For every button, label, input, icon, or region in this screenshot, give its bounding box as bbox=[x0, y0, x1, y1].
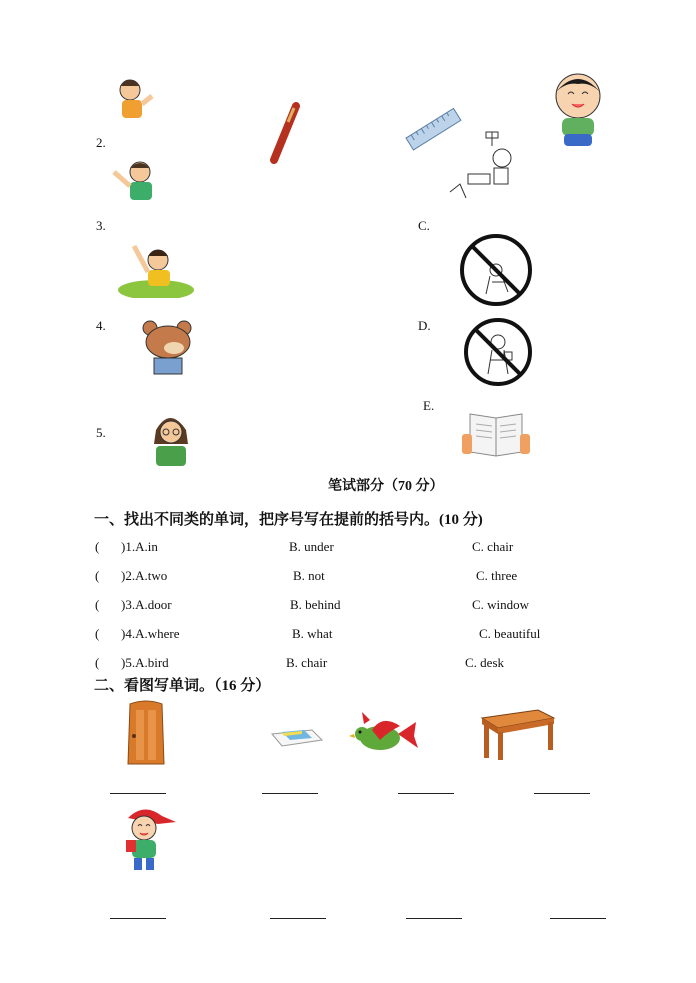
desk-picture bbox=[478, 708, 556, 767]
answer-blank[interactable] bbox=[110, 918, 166, 919]
answer-paren[interactable]: ( bbox=[95, 655, 100, 670]
no-climbing-sign-picture bbox=[456, 232, 536, 313]
answer-blank[interactable] bbox=[406, 918, 462, 919]
pen-picture bbox=[266, 102, 306, 169]
option-letter-d: D. bbox=[418, 318, 431, 333]
option-a: )2.A.two bbox=[121, 568, 168, 583]
item-number-3: 3. bbox=[96, 218, 106, 233]
question-row bbox=[0, 597, 696, 617]
bear-with-book-picture bbox=[134, 318, 206, 381]
answer-blank[interactable] bbox=[550, 918, 606, 919]
door-picture bbox=[124, 700, 168, 773]
option-c: C. beautiful bbox=[479, 626, 541, 641]
question-row bbox=[0, 568, 696, 588]
boy-with-cap-picture bbox=[118, 806, 178, 879]
boy-pointing-self-picture bbox=[112, 74, 156, 129]
no-eating-sign-picture bbox=[460, 316, 536, 393]
answer-paren[interactable]: ( bbox=[95, 597, 100, 612]
smiling-boy-picture bbox=[548, 70, 610, 157]
option-c: C. three bbox=[476, 568, 518, 583]
option-a: )4.A.where bbox=[121, 626, 180, 641]
open-book-picture bbox=[462, 406, 530, 465]
option-c: C. desk bbox=[465, 655, 504, 670]
answer-paren[interactable]: ( bbox=[95, 568, 100, 583]
option-c: C. chair bbox=[472, 539, 514, 554]
option-b: B. behind bbox=[290, 597, 341, 612]
answer-paren[interactable]: ( bbox=[95, 626, 100, 641]
question-row bbox=[0, 539, 696, 559]
item-number-4: 4. bbox=[96, 318, 106, 333]
boy-waving-picture bbox=[108, 158, 160, 209]
option-b: B. what bbox=[292, 626, 333, 641]
eraser-picture bbox=[268, 724, 324, 757]
option-b: B. under bbox=[289, 539, 334, 554]
answer-blank[interactable] bbox=[270, 918, 326, 919]
option-a: )1.A.in bbox=[121, 539, 158, 554]
part2-heading: 二、看图写单词。（16 分） bbox=[94, 678, 271, 694]
part1-heading: 一、找出不同类的单词，把序号写在提前的括号内。(10 分) bbox=[94, 512, 483, 528]
item-number-5: 5. bbox=[96, 425, 106, 440]
girl-raising-hand-picture bbox=[116, 240, 194, 303]
item-number-2: 2. bbox=[96, 135, 106, 150]
option-b: B. not bbox=[293, 568, 325, 583]
answer-blank[interactable] bbox=[262, 793, 318, 794]
answer-blank[interactable] bbox=[398, 793, 454, 794]
answer-blank[interactable] bbox=[534, 793, 590, 794]
girl-at-desk-picture bbox=[446, 128, 518, 205]
answer-blank[interactable] bbox=[110, 793, 166, 794]
option-letter-c: C. bbox=[418, 218, 430, 233]
woman-with-glasses-picture bbox=[146, 410, 196, 473]
option-letter-e: E. bbox=[423, 398, 435, 413]
answer-paren[interactable]: ( bbox=[95, 539, 100, 554]
option-b: B. chair bbox=[286, 655, 328, 670]
question-row bbox=[0, 655, 696, 675]
section-title: 笔试部分（70 分） bbox=[328, 479, 444, 494]
bird-picture bbox=[348, 708, 418, 765]
option-a: )5.A.bird bbox=[121, 655, 169, 670]
option-a: )3.A.door bbox=[121, 597, 172, 612]
question-row bbox=[0, 626, 696, 646]
option-c: C. window bbox=[472, 597, 530, 612]
